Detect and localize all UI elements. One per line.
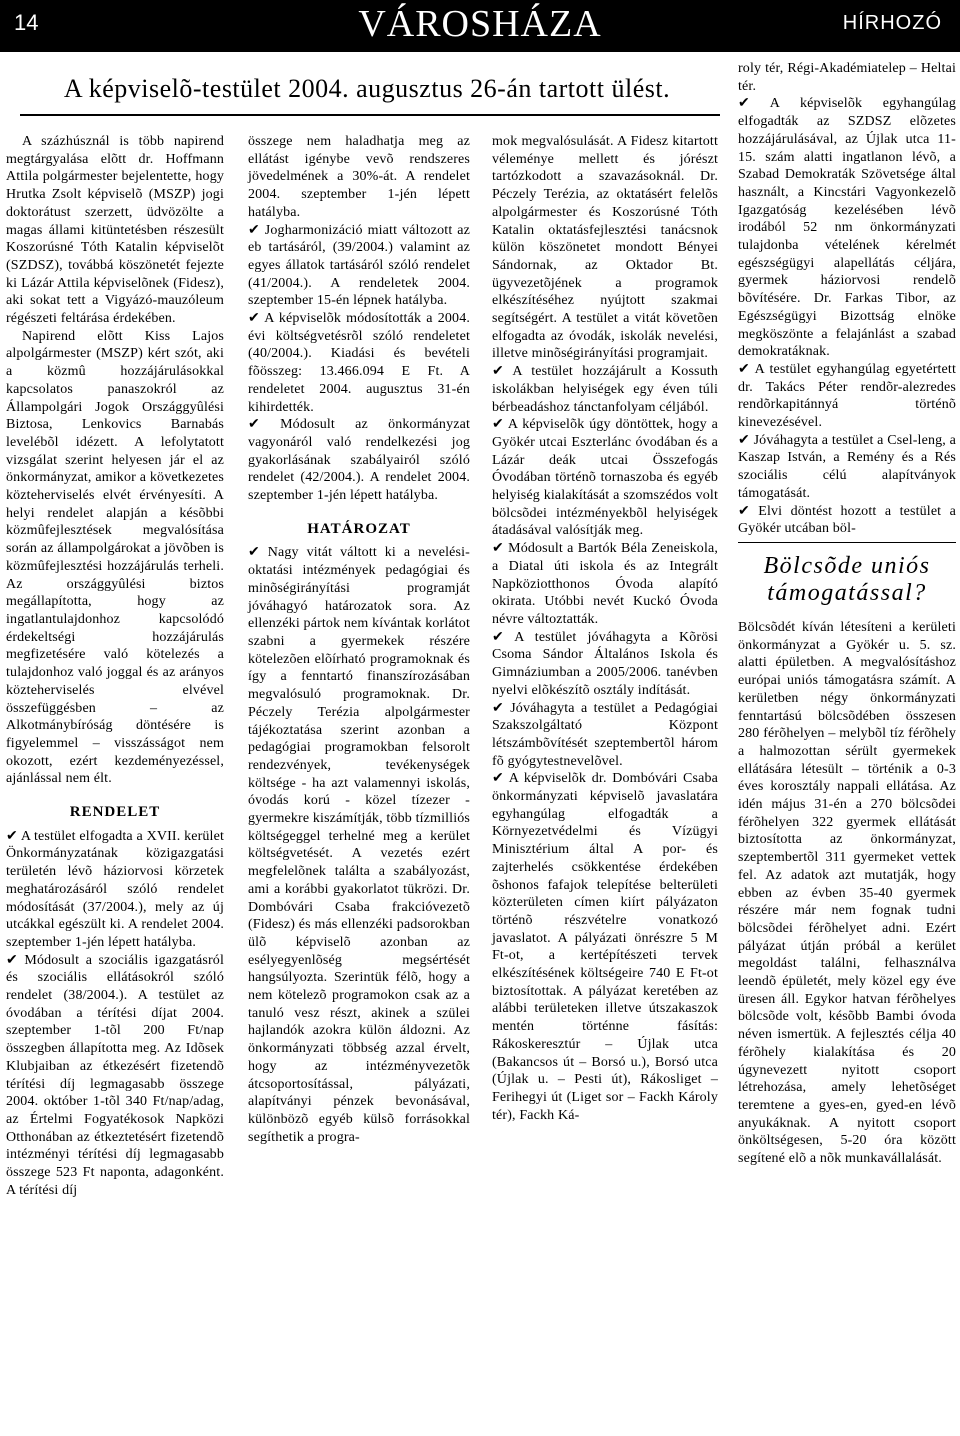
paragraph: roly tér, Régi-Akadémiatelep – Heltai tér.	[738, 61, 956, 94]
sidebar-article-title: Bölcsõde uniós támogatással?	[763, 552, 931, 606]
paragraph: ✔ Módosult az önkormányzat vagyonáról való rendelkezési jog gyakorlásának szabályairól szóló rendelet (42/2004.). A rendelet 2004. szeptember 1-jén lépett hatályba.	[248, 417, 470, 504]
headline-rule	[20, 114, 720, 116]
paragraph: ✔ Módosult a szociális igazgatásról és szociális ellátásokról szóló rendelet (38/2004.). A testület az óvodában a térítési díjat 2004. szeptember 1-tõl 200 Ft/nap összegben állapította meg. Az Idõsek Klubjaiban az étkezésért fizetendõ térítési díj legmagasabb összege 2004. október 1-tõl 340 Ft/nap/adag, az Értelmi Fogyatékosok Napközi Otthonában az étkeztetésért fizetendõ intézményi térítési díj legmagasabb összege 523 Ft naponta, adagonként. A térítési díj	[6, 952, 224, 1198]
paragraph: A százhúsznál is több napirend megtárgyalása elõtt dr. Hoffmann Attila polgármester bejelentette, hogy Hrutka Zsolt képviselõ (MSZP) jogi doktorátust szerzett, üdvözölte a magas állami kitüntetésben részesült Koszorúsné Tóth Katalin képviselõt (SZDSZ), továbbá köszönetét fejezte ki Lázár Attila képviselõnek (Fidesz), aki sokat tett a Vigyázó-mauzóleum régészeti feltárása érdekében.	[6, 134, 224, 327]
paragraph: ✔ A képviselõk úgy döntöttek, hogy a Gyökér utcai Eszterlánc óvodában és a Lázár deák utcai Összefogás Óvodában történõ tornaszoba és egyéb helyiség kialakítását a szomszédos volt bölcsõdei intézményekbõl helyiségek átadásával valósítják meg.	[492, 417, 718, 539]
paragraph: ✔ A képviselõk módosították a 2004. évi költségvetésrõl szóló rendeletet (40/2004.). Kiadási és bevételi fõösszeg: 13.466.094 E Ft. A rendeletet 2004. augusztus 31-én kihirdették.	[248, 311, 470, 415]
paragraph: ✔ A testület jóváhagyta a Kõrösi Csoma Sándor Általános Iskola és Gimnáziumban a 2005/2006. tanévben nyelvi elõkészítõ osztály indítását.	[492, 629, 718, 698]
paragraph: ✔ A testület hozzájárult a Kossuth iskolákban helyiségek egy éven túli bérbeadáshoz tánctanfolyam céljából.	[492, 364, 718, 415]
paragraph: ✔ Nagy vitát váltott ki a nevelési-oktatási intézmények pedagógiai és minõségirányítási programját jóváhagyó határozatok sora. Az ellenzéki pártok nem kívántak korlátot szabni a gyermekek részére kötelezõen elõírható programoknak és így a fenntartó finanszírozásában megvalósuló programoknak. Dr. Péczely Terézia alpolgármester tájékoztatása szerint azonban a pedagógiai programokban felsorolt rendezvények, tevékenységek költsége - ha azt valamennyi iskolás, óvodás korú - közel tízezer - gyermekre kiszámítják, több tízmilliós költségeggel terhelné meg a kerület költségvetését. A vezetés ezért megfelelõnek találta a szabályozást, ami a korábbi gyakorlatot tükrözi. Dr. Dombóvári Csaba frakcióvezetõ (Fidesz) és más ellenzéki padsorokban ülõ képviselõ azonban az esélyegyenlõség megsértését hangsúlyozta. Szerintük félõ, hogy a nem kötelezõ programokon csak az a tanuló vesz részt, akinek a szülei hajlandók azokra külön áldozni. Az önkormányzati többség azzal érvelt, hogy az intézményvezetõk átcsoportosítással, pályázati, alapítványi pénzek bevonásával, különbözõ egyéb külsõ forrásokkal segíthetik a progra-	[248, 545, 470, 1145]
paragraph: ✔ A képviselõk dr. Dombóvári Csaba önkormányzati képviselõ javaslatára egyhangúlag elfogadták a Környezetvédelmi és Vízügyi Minisztérium által A por- és zajterhelés csökkentése érdekében õshonos fafajok telepítése belterületi közterületen címen kiírt pályázaton történõ részvételre vonatkozó javaslatot. A pályázati önrészre 5 M Ft-ot, a kertépítészeti tervek elkészítésének költségeire 740 E Ft-ot biztosítottak. A pályázat keretében az alábbi területeken illetve útszakaszok mentén történne fásítás: Rákoskeresztúr – Újlak utca (Bakancsos út – Borsó u.), Borsó utca (Újlak u. – Pesti út), Rákosliget – Ferihegyi út (Liget sor – Fackh Károly tér), Fackh Ká-	[492, 771, 718, 1123]
paragraph: ✔ Jóváhagyta a testület a Pedagógiai Szakszolgáltató Központ létszámbõvítését szeptembertõl három fõ gyógytestnevelõvel.	[492, 700, 718, 769]
column-2	[248, 133, 470, 1146]
column-4	[738, 60, 956, 1168]
masthead-title: VÁROSHÁZA	[358, 3, 602, 45]
paragraph: Bölcsõdét kíván létesíteni a kerületi önkormányzat a Gyökér u. 5. sz. alatti épületben. A megvalósításhoz európai uniós támogatásra számít. A kerületben négy önkormányzati fenntartású bölcsõdében összesen 280 férõhelyen – melybõl tíz férõhely a halmozottan sérült gyermekek ellátására létesült – történik a 0-3 éves korosztály nappali ellátása. Az idén május 31-én a 270 bölcsõdei férõhelyen 322 gyermek ellátását biztosította az önkormányzat, szeptembertõl 311 gyermeket vettek fel. Az adatok azt mutatják, hogy ebben az évben 35-40 gyermek részére már nem fognak tudni bölcsõdei férõhelyet adni. Ezért pályázat útján próbál a kerület megoldást találni, felhasználva leendõ épületét, mely közel egy éve üresen áll. Egykor hatvan férõhelyes bölcsõde volt, késõbb Bambi óvoda néven ismertük. A fejlesztés célja 40 férõhely kialakítása és 20 úgynevezett nyitott csoport létrehozása, amely lehetõséget teremtene a gyes-en, gyed-en lévõ anyukáknak. A nyitott csoport önköltségesen, 5-20 óra között segítené elõ a nõk munkavállalását.	[738, 619, 956, 1167]
paragraph: ✔ A képviselõk egyhangúlag elfogadták az SZDSZ elõzetes hozzájárulásával, az Újlak utca 11-15. szám alatti ingatlanon lévõ, a Szabad Demokraták Szövetsége által használt, a Kincstári Vagyonkezelõ Igazgatóság kezelésében lévõ irodából 52 nm önkormányzati tulajdonba vételének kérelmét egészségügyi alapellátás céljára, gyermek háziorvosi rendelõ bõvítésére. Dr. Farkas Tibor, az Egészségügyi Bizottság elnöke megköszönte a felajánlást a szabad demokratáknak.	[738, 96, 956, 360]
paragraph: Napirend elõtt Kiss Lajos alpolgármester (MSZP) kért szót, aki a közmû hozzájárulásokkal kapcsolatos panaszokról az Állampolgári Jogok Országgyûlési Biztosa, Lenkovics Barnabás levelébõl idézett. A lefolytatott vizsgálat szerint helyesen jár el az önkormányzat, amikor a következetes közteherviselés elvét érvényesíti. A helyi rendelet alapján a késõbbi közmûfejlesztések megvalósítása során az állampolgárokat a jövõben is közmûfejlesztési hozzájárulás terheli. Az országgyûlési biztos megállapította, hogy az ingatlantulajdonhoz kapcsolódó érdekeltségi hozzájárulás megfizetésére való kötelezés a tulajdonhoz való joggal és az arányos közteherviselés elvével összefüggésben – az Alkotmánybíróság döntésére is figyelemmel – visszásságot nem okozott, ezért kezdeményezéssel, ajánlással nem élt.	[6, 328, 224, 787]
page-number: 14	[14, 10, 39, 35]
section-heading-rendelet: RENDELET	[69, 804, 161, 821]
paragraph: ✔ Jóváhagyta a testület a Csel-leng, a Kaszap István, a Remény és a Rés szociális célú alapítványok támogatását.	[738, 432, 956, 501]
paragraph: ✔ A testület elfogadta a XVII. kerület Önkormányzatának közigazgatási területén lévõ háziorvosi körzetek meghatározásáról szóló rendelet módosítását (37/2004.), mely az új utcákkal egészült ki. A rendelet 2004. szeptember 1-jén lépett hatályba.	[6, 828, 224, 950]
column-1	[6, 133, 224, 1199]
column-3	[492, 133, 718, 1124]
section-name: HÍRHOZÓ	[842, 12, 942, 34]
paragraph: ✔ Módosult a Bartók Béla Zeneiskola, a Diatal úti iskola és az Integrált Napköziotthonos Óvoda alapító okirata. Utóbbi nevét Kuckó Óvoda névre változtatták.	[492, 541, 718, 627]
paragraph: ✔ Jogharmonizáció miatt változott az eb tartásáról, (39/2004.) valamint az egyes állatok tartásáról szóló rendelet (41/2004.). A rendeletek 2004. szeptember 15-én lépnek hatályba.	[248, 222, 470, 309]
paragraph: mok megvalósulását. A Fidesz kitartott véleménye mellett és jórészt tartózkodott a szavazásoknál. Dr. Péczely Terézia, az oktatásért felelõs alpolgármester és Koszorúsné Tóth Katalin oktatásfejlesztési tanácsnok külön köszönetet mondott Bényei Sándornak, az Oktador Bt. ügyvezetõjének a programok elkészítéséhez nyújtott szakmai segítségért. A testület a vitát követõen elfogadta az óvodák, iskolák nevelési, illetve minõségirányítási programjait.	[492, 134, 718, 362]
article-headline: A képviselõ-testület 2004. augusztus 26-án tartott ülést.	[63, 74, 671, 103]
box-divider	[738, 542, 956, 543]
section-heading-hatarozat: HATÁROZAT	[307, 520, 411, 537]
paragraph: ✔ A testület egyhangúlag egyetértett dr. Takács Péter rendõr-alezredes rendõrkapitánnyá történõ kinevezésével.	[738, 361, 956, 431]
paragraph: összege nem haladhatja meg az ellátást igénybe vevõ rendszeres jövedelmének a 30%-át. A rendelet 2004. szeptember 1-jén lépett hatályba.	[248, 134, 470, 220]
page-header	[0, 0, 960, 52]
paragraph: ✔ Elvi döntést hozott a testület a Gyökér utcában böl-	[738, 503, 956, 537]
